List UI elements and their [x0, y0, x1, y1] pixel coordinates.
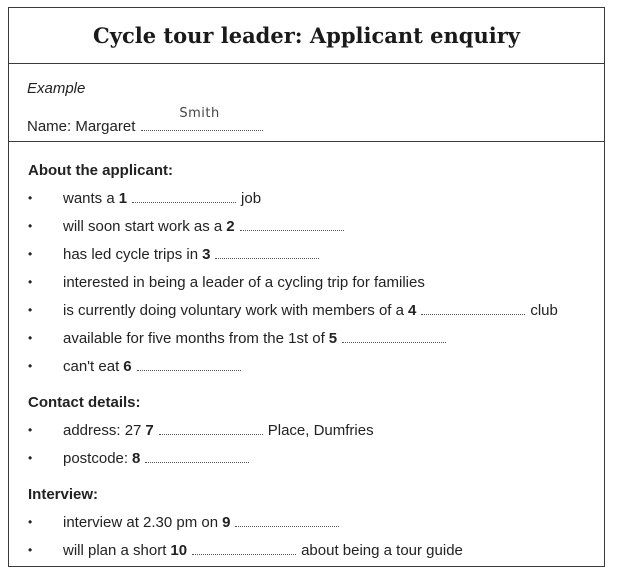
bullet: • — [28, 303, 33, 317]
question-number: 5 — [328, 330, 338, 347]
item-text-before: will soon start work as a — [63, 218, 223, 235]
item-text-after: Place, Dumfries — [267, 422, 374, 439]
answer-blank-10[interactable] — [192, 544, 296, 555]
item-text-before: can't eat — [63, 358, 120, 375]
question-number: 2 — [226, 218, 235, 235]
answer-blank-1[interactable] — [132, 192, 236, 203]
question-number: 8 — [132, 450, 141, 467]
question-number: 6 — [123, 358, 132, 375]
bullet: • — [28, 247, 33, 261]
bullet: • — [28, 359, 33, 373]
heading-interview: Interview: — [28, 486, 99, 503]
example-name-prefix: Name: Margaret — [27, 118, 136, 135]
item-text-after: club — [530, 302, 558, 319]
item-text-before: address: 27 — [63, 422, 142, 439]
bullet: • — [28, 451, 33, 465]
item-text-before: interested in being a leader of a cycling trip for families — [63, 274, 425, 291]
bullet: • — [28, 423, 33, 437]
item-text-after: job — [241, 190, 262, 207]
answer-blank-6[interactable] — [137, 360, 241, 371]
question-number: 4 — [407, 302, 417, 319]
question-number: 3 — [202, 246, 211, 263]
bullet: • — [28, 275, 33, 289]
item-text-before: available for five months from the 1st of — [63, 330, 325, 347]
item-text-before: interview at 2.30 pm on — [63, 514, 219, 531]
answer-blank-4[interactable] — [421, 304, 525, 315]
bullet: • — [28, 219, 33, 233]
item-text-before: postcode: — [63, 450, 129, 467]
bullet: • — [28, 543, 33, 557]
bullet: • — [28, 515, 33, 529]
question-number: 9 — [222, 514, 231, 531]
item-text-before: is currently doing voluntary work with members of a — [63, 302, 404, 319]
answer-blank-3[interactable] — [215, 248, 319, 259]
question-number: 10 — [170, 542, 188, 559]
example-line — [27, 106, 263, 135]
item-text-before: wants a — [63, 190, 115, 207]
title-box — [9, 8, 604, 64]
answer-blank-2[interactable] — [240, 220, 344, 231]
page-title: Cycle tour leader: Applicant enquiry — [93, 23, 520, 48]
example-label: Example — [27, 80, 86, 97]
item-text-before: will plan a short — [63, 542, 167, 559]
answer-blank-9[interactable] — [235, 516, 339, 527]
bullet: • — [28, 331, 33, 345]
heading-applicant: About the applicant: — [28, 162, 173, 179]
answer-blank-8[interactable] — [145, 452, 249, 463]
example-answer: Smith — [179, 106, 220, 121]
answer-blank-5[interactable] — [342, 332, 446, 343]
worksheet — [8, 7, 605, 567]
bullet: • — [28, 191, 33, 205]
item-text-after: about being a tour guide — [301, 542, 463, 559]
example-box — [9, 64, 604, 142]
heading-contact: Contact details: — [28, 394, 141, 411]
question-number: 7 — [145, 422, 154, 439]
item-text-before: has led cycle trips in — [63, 246, 199, 263]
answer-blank-7[interactable] — [159, 424, 263, 435]
question-number: 1 — [118, 190, 128, 207]
example-answer-blank — [141, 106, 263, 131]
